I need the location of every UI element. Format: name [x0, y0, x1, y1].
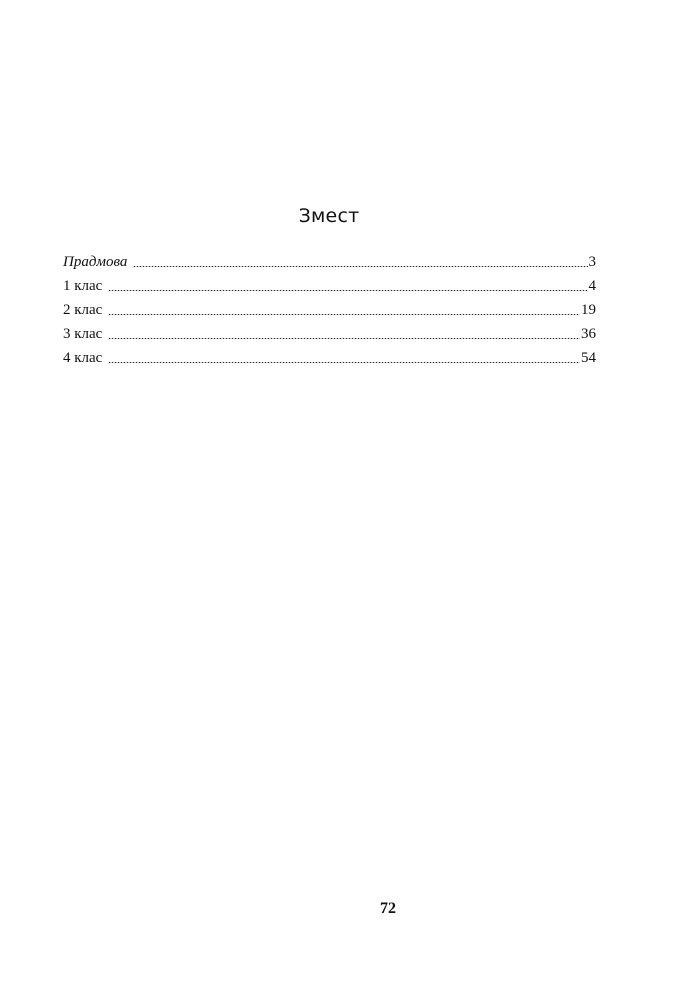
toc-entry-grade-3[interactable] — [63, 322, 596, 346]
toc-entry-page: 4 — [588, 278, 596, 294]
toc-title: Змест — [298, 205, 360, 227]
toc-entry-label: 2 клас — [63, 302, 103, 318]
page-number: 72 — [380, 900, 396, 917]
toc-entry-page: 3 — [588, 254, 596, 270]
toc-entry-grade-2[interactable] — [63, 298, 596, 322]
toc-list — [63, 250, 596, 370]
dot-leader — [108, 314, 580, 315]
toc-entry-grade-4[interactable] — [63, 346, 596, 370]
dot-leader — [108, 290, 587, 291]
toc-entry-grade-1[interactable] — [63, 274, 596, 298]
toc-entry-label: 1 клас — [63, 278, 103, 294]
dot-leader — [108, 338, 580, 339]
toc-entry-label: 4 клас — [63, 350, 103, 366]
toc-entry-page: 36 — [581, 326, 596, 342]
toc-entry-label: 3 клас — [63, 326, 103, 342]
toc-entry-page: 54 — [581, 350, 596, 366]
toc-entry-preface[interactable] — [63, 250, 596, 274]
toc-entry-label: Прадмова — [63, 254, 128, 270]
dot-leader — [133, 266, 587, 267]
dot-leader — [108, 362, 580, 363]
toc-entry-page: 19 — [581, 302, 596, 318]
